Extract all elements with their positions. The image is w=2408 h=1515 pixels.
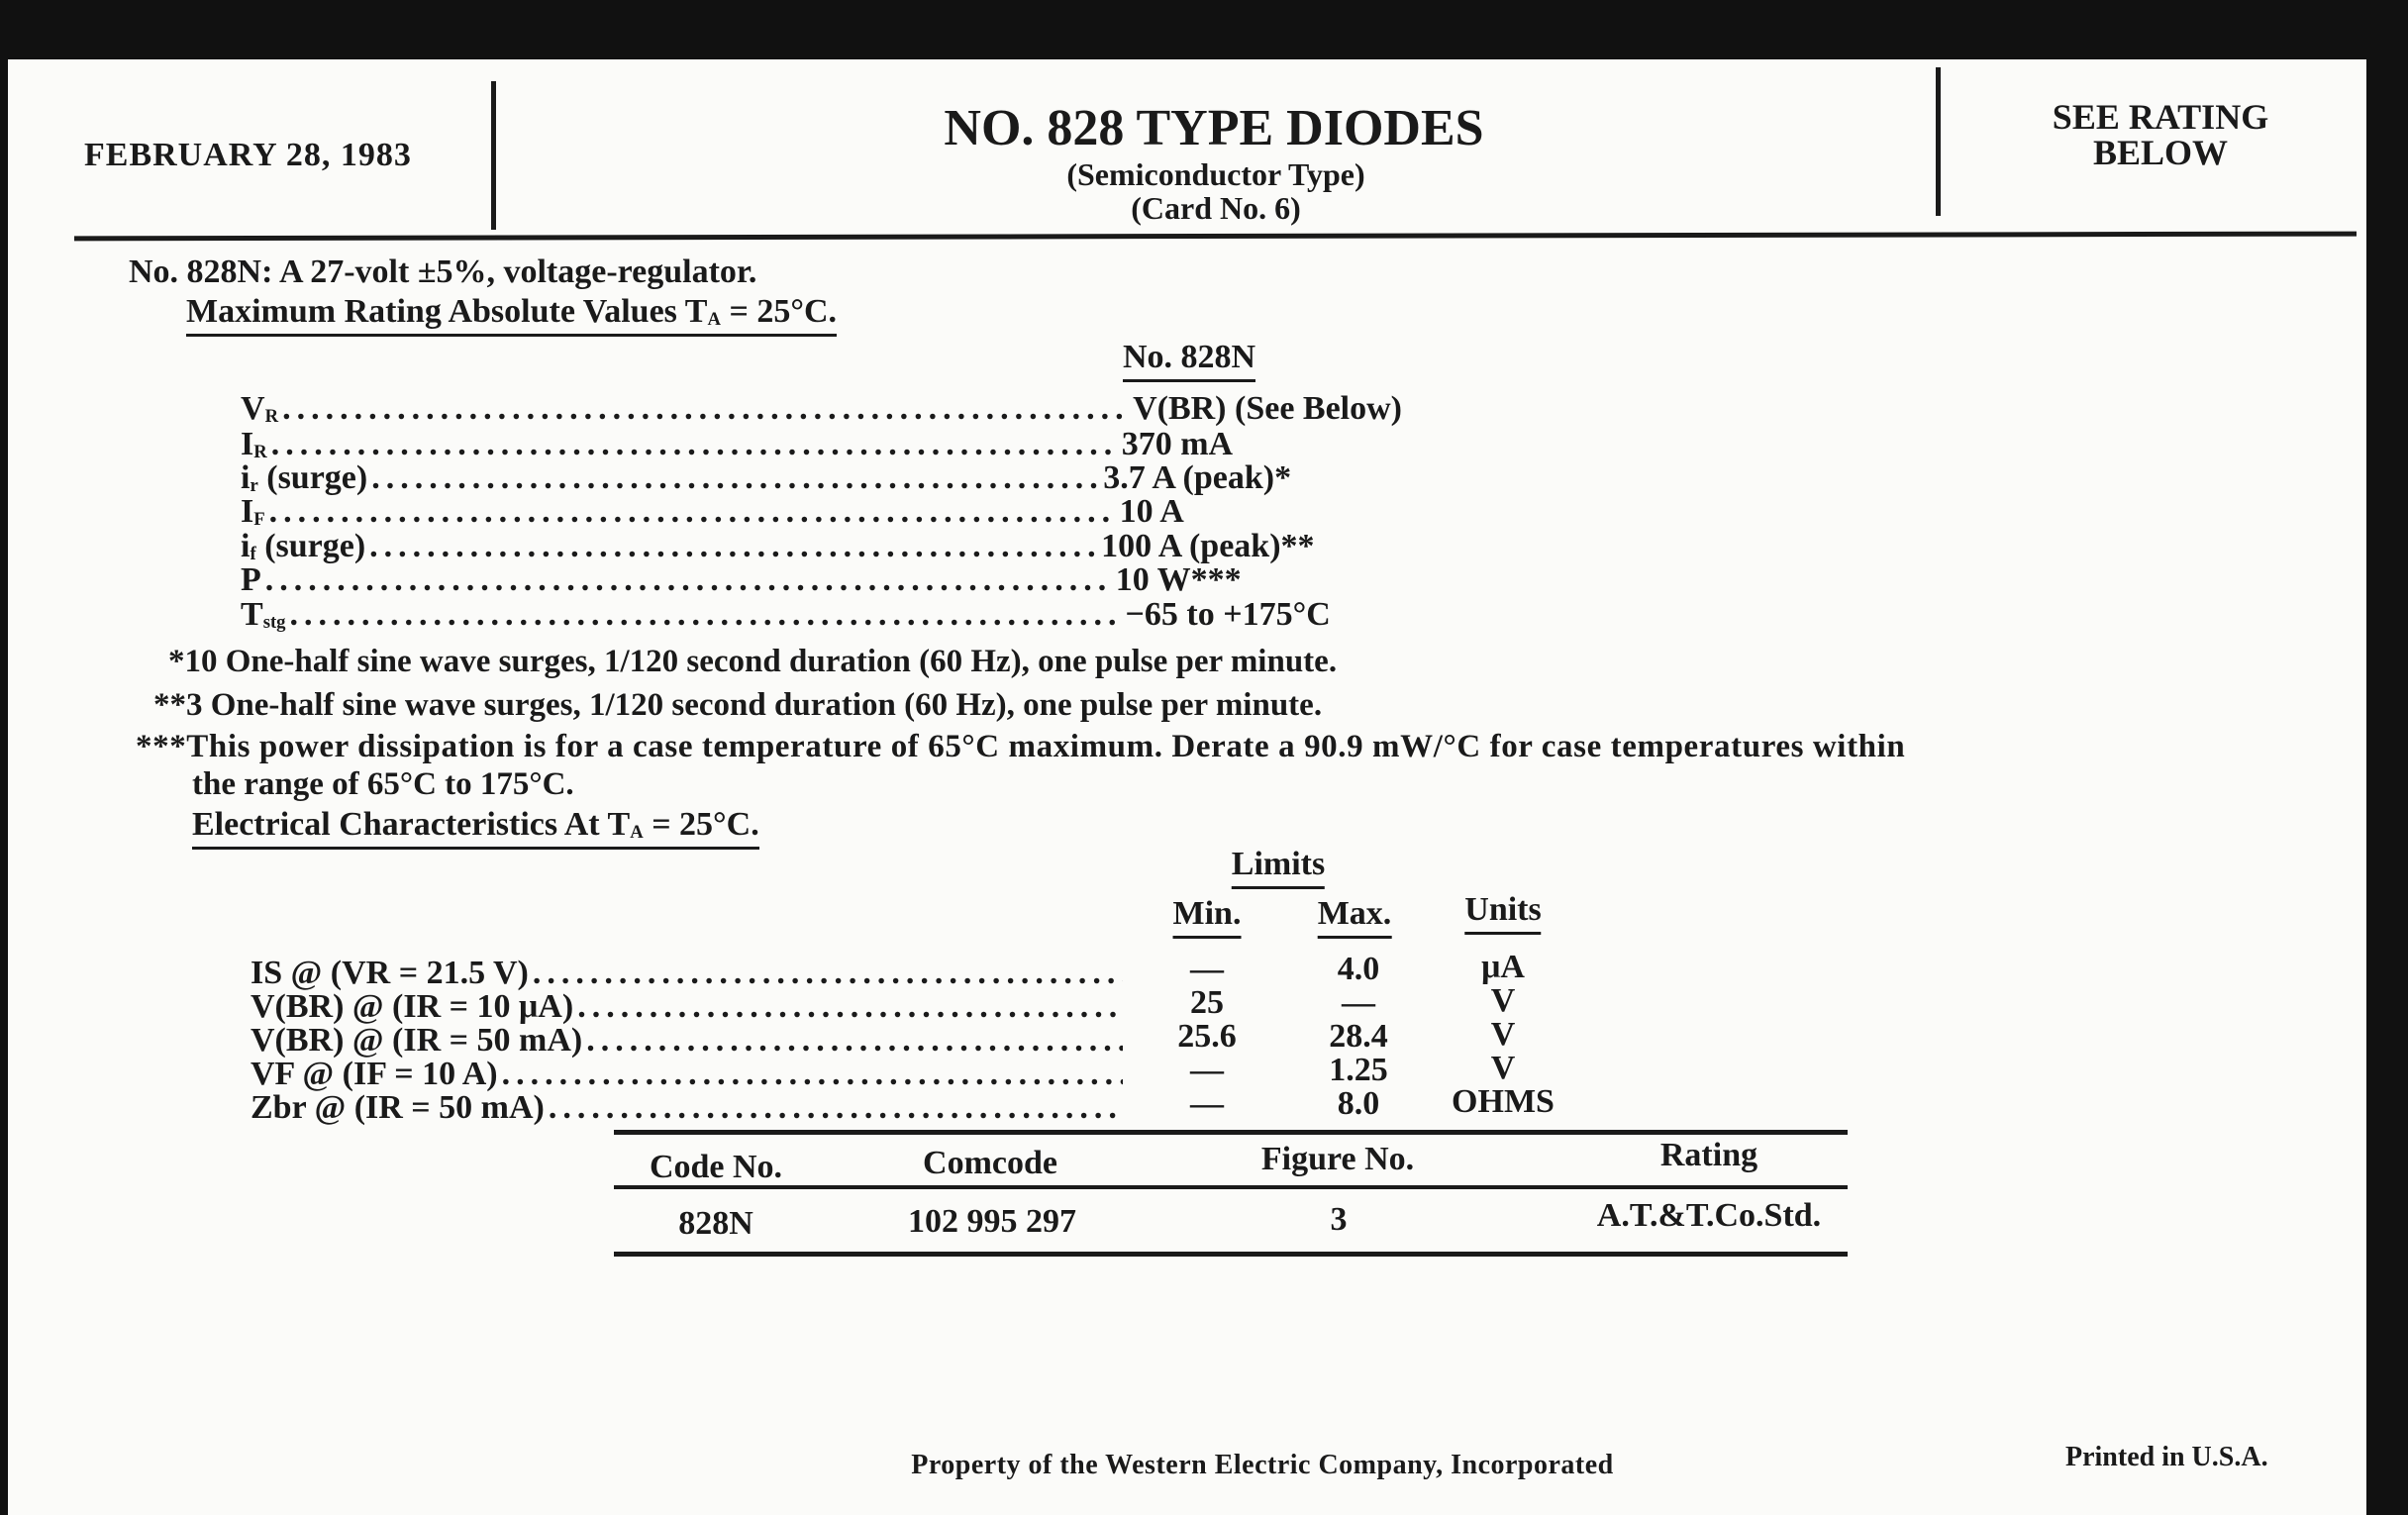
rating-value: −65 to +175°C <box>1125 596 1331 633</box>
rating-value: 10 W*** <box>1115 561 1242 598</box>
limits-header <box>1232 848 1325 881</box>
column-header-828n <box>1123 341 1255 374</box>
printed-notice: Printed in U.S.A. <box>2065 1442 2268 1472</box>
cell-units: V <box>1490 1016 1516 1053</box>
table-mid-rule <box>614 1185 1848 1189</box>
table-bottom-rule <box>614 1252 1848 1257</box>
col-header-code: Code No. <box>649 1149 783 1185</box>
cell-max: 8.0 <box>1337 1085 1380 1122</box>
electrical-row <box>251 957 1127 990</box>
characteristic-label: Zbr @ (IR = 50 mA) <box>251 1089 545 1126</box>
cell-min: 25 <box>1190 984 1224 1021</box>
dot-leader <box>586 1024 1123 1058</box>
heading-subscript: A <box>707 308 721 330</box>
cell-min: — <box>1190 951 1224 987</box>
dot-leader <box>549 1091 1123 1125</box>
rating-row <box>241 598 1627 633</box>
header-divider-left <box>491 81 496 230</box>
max-label: Max. <box>1318 895 1392 939</box>
footnote-3: ***This power dissipation is for a case temperature of 65°C maximum. Derate a 90.9 mW/°C for case temperatures within <box>136 729 1906 764</box>
cell-rating: A.T.&T.Co.Std. <box>1596 1197 1822 1234</box>
cell-units: V <box>1490 982 1516 1019</box>
electrical-row <box>251 1058 1127 1091</box>
rating-label: $I_F$ <box>241 493 265 530</box>
cell-figure: 3 <box>1330 1201 1348 1238</box>
rating-label: $I_R$ <box>241 426 267 462</box>
dot-leader <box>502 1058 1123 1091</box>
intro-text: No. 828N: A 27-volt ±5%, voltage-regulator. <box>129 253 757 290</box>
characteristic-label: V(BR) @ (IR = 10 μA) <box>251 988 574 1025</box>
rating-row <box>241 461 1627 496</box>
cell-max: 4.0 <box>1337 951 1380 987</box>
card-date: FEBRUARY 28, 1983 <box>84 137 412 173</box>
rating-row <box>241 563 1627 598</box>
rating-row <box>241 530 1627 564</box>
rating-row <box>241 392 1627 427</box>
rating-value: 100 A (peak)** <box>1101 528 1315 564</box>
dot-leader <box>290 598 1122 632</box>
cell-min: — <box>1190 1052 1224 1088</box>
heading-text: Maximum Rating Absolute Values T <box>186 293 708 330</box>
cell-code: 828N <box>678 1205 753 1242</box>
dot-leader <box>577 990 1123 1024</box>
max-header <box>1318 897 1392 931</box>
max-rating-heading <box>186 295 837 330</box>
cell-units: V <box>1490 1050 1516 1086</box>
rating-value: V(BR) (See Below) <box>1133 390 1402 427</box>
cell-comcode: 102 995 297 <box>908 1203 1076 1240</box>
rating-note-line1: SEE RATING <box>2052 97 2269 137</box>
footnote-3-cont: the range of 65°C to 175°C. <box>192 766 574 802</box>
rating-label: $i_f$ (surge) <box>241 528 366 564</box>
min-label: Min. <box>1173 895 1242 939</box>
rating-label: $V_R$ <box>241 390 279 427</box>
heading-tail: = 25°C. <box>720 293 837 330</box>
footnote-2: **3 One-half sine wave surges, 1/120 second duration (60 Hz), one pulse per minute. <box>153 687 1323 723</box>
rating-label: $T_{stg}$ <box>241 596 286 633</box>
column-header-text: No. 828N <box>1123 339 1255 382</box>
page-title: NO. 828 TYPE DIODES <box>944 100 1484 156</box>
rating-note-line2: BELOW <box>2092 133 2229 172</box>
rating-row <box>241 495 1627 530</box>
units-label: Units <box>1464 891 1541 935</box>
dot-leader <box>282 392 1129 426</box>
col-header-rating: Rating <box>1659 1137 1758 1173</box>
cell-min: — <box>1190 1085 1224 1122</box>
dot-leader <box>369 530 1097 563</box>
dot-leader <box>271 428 1118 461</box>
cell-units: OHMS <box>1452 1083 1555 1120</box>
electrical-row <box>251 1091 1127 1125</box>
rating-label: P <box>241 561 261 598</box>
footnote-1: *10 One-half sine wave surges, 1/120 second duration (60 Hz), one pulse per minute. <box>168 644 1338 679</box>
rating-value: 370 mA <box>1121 426 1234 462</box>
cell-max: — <box>1342 984 1375 1021</box>
col-header-figure: Figure No. <box>1260 1141 1415 1177</box>
limits-label: Limits <box>1232 846 1325 889</box>
dot-leader <box>533 957 1123 990</box>
electrical-row <box>251 1024 1127 1058</box>
characteristic-label: IS @ (VR = 21.5 V) <box>251 955 529 991</box>
card-number: (Card No. 6) <box>1131 190 1301 226</box>
electrical-row <box>251 990 1127 1024</box>
table-top-rule <box>614 1130 1848 1135</box>
dot-leader <box>269 495 1116 529</box>
cell-min: 25.6 <box>1177 1018 1237 1055</box>
characteristic-label: VF @ (IF = 10 A) <box>251 1056 498 1092</box>
rating-value: 3.7 A (peak)* <box>1103 459 1292 496</box>
property-notice: Property of the Western Electric Company, Incorporated <box>911 1450 1614 1480</box>
dot-leader <box>371 461 1099 495</box>
cell-max: 1.25 <box>1329 1052 1388 1088</box>
min-header <box>1173 897 1242 931</box>
cell-max: 28.4 <box>1329 1018 1388 1055</box>
rating-value: 10 A <box>1119 493 1184 530</box>
heading-tail: = 25°C. <box>643 806 759 843</box>
rating-row <box>241 428 1627 462</box>
page-subtitle: (Semiconductor Type) <box>1066 156 1365 192</box>
rating-label: $i_r$ (surge) <box>241 459 368 496</box>
characteristic-label: V(BR) @ (IR = 50 mA) <box>251 1022 583 1059</box>
units-header <box>1464 893 1541 927</box>
dot-leader <box>265 563 1112 597</box>
cell-units: μA <box>1481 949 1525 985</box>
heading-text: Electrical Characteristics At T <box>192 806 631 843</box>
col-header-comcode: Comcode <box>923 1145 1057 1181</box>
header-divider-right <box>1936 67 1941 216</box>
heading-subscript: A <box>630 821 644 843</box>
electrical-heading <box>192 808 759 843</box>
